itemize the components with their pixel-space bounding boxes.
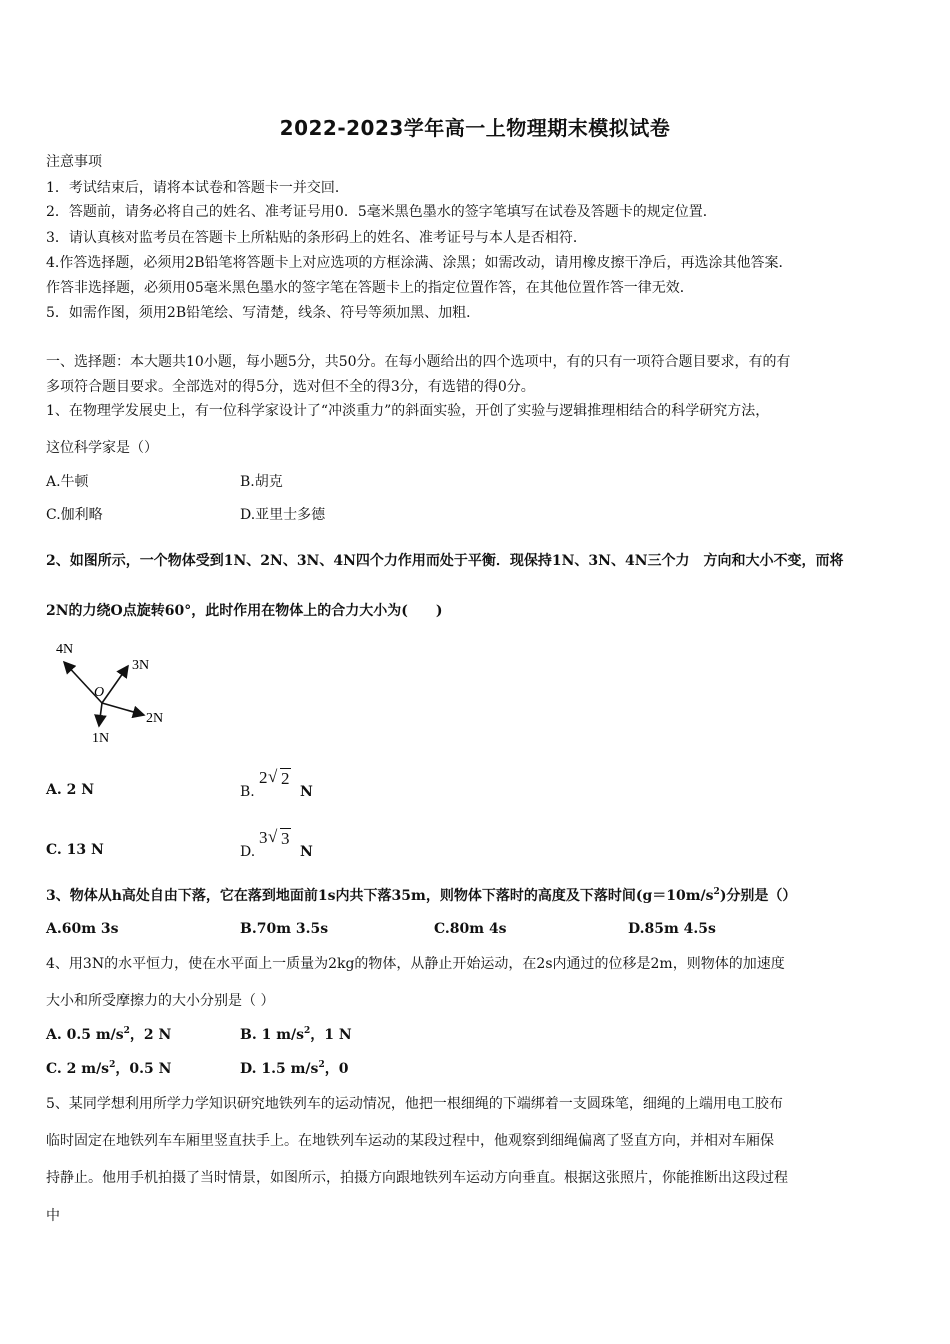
q4-option-b-force: ，1 N — [310, 1027, 352, 1043]
notice-heading: 注意事项 — [46, 154, 102, 170]
superscript: 2 — [109, 1060, 116, 1070]
notice-item: 2．答题前，请务必将自己的姓名、准考证号用0．5毫米黑色墨水的签字笔填写在试卷及答题卡的规定位置． — [46, 204, 717, 220]
superscript: 2 — [318, 1060, 325, 1070]
q4-option-d-force: ，0 — [324, 1061, 349, 1077]
label-origin: O — [94, 685, 105, 700]
q3-option-a: A.60m 3s — [46, 921, 119, 937]
q4-option-a-force: ，2 N — [129, 1027, 172, 1043]
q4-option-c-force: ，0.5 N — [115, 1061, 172, 1077]
question-4-text: 4、用3N的水平恒力，使在水平面上一质量为2kg的物体，从静止开始运动，在2s内通过的位移是2m，则物体的加速度 — [46, 956, 785, 972]
q2-option-b-coefficient: 2 — [259, 768, 268, 787]
q4-option-a-value: A. 0.5 m/s — [46, 1027, 124, 1043]
q4-option-a — [46, 1025, 171, 1047]
question-5-text: 持静止。他用手机拍摄了当时情景，如图所示，拍摄方向跟地铁列车运动方向垂直。根据这张照片，你能推断出这段过程 — [46, 1170, 788, 1186]
q4-option-d-value: D. 1.5 m/s — [240, 1061, 319, 1077]
label-2n: 2N — [146, 711, 164, 726]
question-5-text: 中 — [46, 1208, 60, 1224]
notice-item: 4.作答选择题，必须用2B铅笔将答题卡上对应选项的方框涂满、涂黑；如需改动，请用橡皮擦干净后，再选涂其他答案． — [46, 255, 793, 271]
question-3-text-end: )分别是（） — [719, 888, 797, 904]
superscript: 2 — [304, 1026, 311, 1036]
superscript: 2 — [713, 887, 720, 897]
question-1-text: 这位科学家是（） — [46, 440, 158, 456]
label-1n: 1N — [92, 731, 110, 746]
question-5-text: 5、某同学想利用所学力学知识研究地铁列车的运动情况，他把一根细绳的下端绑着一支圆珠笔，细绳的上端用电工胶布 — [46, 1096, 783, 1112]
label-3n: 3N — [132, 658, 150, 673]
question-5-text: 临时固定在地铁列车车厢里竖直扶手上。在地铁列车运动的某段过程中，他观察到细绳偏离了竖直方向，并相对车厢保 — [46, 1133, 774, 1149]
force-3n-arrow — [102, 666, 128, 703]
question-3-text — [46, 886, 796, 908]
force-1n-arrow — [99, 703, 102, 726]
q1-option-d: D.亚里士多德 — [240, 507, 326, 523]
q2-option-b-unit: N — [300, 784, 313, 800]
q2-option-d-unit: N — [300, 844, 313, 860]
q2-option-d-coefficient: 3 — [259, 828, 268, 847]
q2-option-b-radicand: 2 — [281, 769, 290, 788]
q4-option-b — [240, 1025, 352, 1047]
q4-option-c-value: C. 2 m/s — [46, 1061, 110, 1077]
q4-option-b-value: B. 1 m/s — [240, 1027, 305, 1043]
section-instructions: 一、选择题：本大题共10小题，每小题5分，共50分。在每小题给出的四个选项中，有的只有一项符合题目要求，有的有 — [46, 354, 791, 370]
q2-option-d-letter: D. — [240, 844, 256, 860]
question-3-text-main: 3、物体从h高处自由下落，它在落到地面前1s内共下落35m，则物体下落时的高度及下落时间(g＝10m/s — [46, 888, 714, 904]
label-4n: 4N — [56, 642, 74, 657]
notice-item: 5．如需作图，须用2B铅笔绘、写清楚，线条、符号等须加黑、加粗． — [46, 305, 481, 321]
notice-item: 3．请认真核对监考员在答题卡上所粘贴的条形码上的姓名、准考证号与本人是否相符． — [46, 230, 587, 246]
exam-title: 2022-2023学年高一上物理期末模拟试卷 — [279, 116, 671, 140]
question-4-text: 大小和所受摩擦力的大小分别是（ ） — [46, 993, 275, 1009]
force-2n-arrow — [102, 703, 144, 715]
question-2-text: 2、如图所示，一个物体受到1N、2N、3N、4N四个力作用而处于平衡．现保持1N、3N、4N三个力 方向和大小不变，而将 — [46, 553, 844, 569]
sqrt-symbol-icon: √ — [268, 767, 278, 786]
force-diagram — [50, 636, 180, 748]
q3-option-b: B.70m 3.5s — [240, 921, 329, 937]
notice-item: 1．考试结束后，请将本试卷和答题卡一并交回． — [46, 180, 349, 196]
q1-option-c: C.伽利略 — [46, 507, 103, 523]
superscript: 2 — [123, 1026, 130, 1036]
q2-option-a: A. 2 N — [46, 782, 95, 798]
q3-option-d: D.85m 4.5s — [628, 921, 716, 937]
sqrt-symbol-icon: √ — [268, 827, 278, 846]
q1-option-b: B.胡克 — [240, 474, 283, 490]
question-1-text: 1、在物理学发展史上，有一位科学家设计了“冲淡重力”的斜面实验，开创了实验与逻辑推理相结合的科学研究方法， — [46, 403, 770, 419]
question-2-text: 2N的力绕O点旋转60°，此时作用在物体上的合力大小为( ) — [46, 603, 443, 619]
q2-option-d-radicand: 3 — [281, 829, 290, 848]
q1-option-a: A.牛顿 — [46, 474, 89, 490]
notice-item: 作答非选择题，必须用05毫米黑色墨水的签字笔在答题卡上的指定位置作答，在其他位置作答一律无效． — [46, 280, 694, 296]
q4-option-c — [46, 1059, 171, 1081]
q2-option-b-letter: B. — [240, 784, 255, 800]
section-instructions: 多项符合题目要求。全部选对的得5分，选对但不全的得3分，有选错的得0分。 — [46, 379, 535, 395]
q3-option-c: C.80m 4s — [434, 921, 507, 937]
q4-option-d — [240, 1059, 348, 1081]
q2-option-c: C. 13 N — [46, 842, 104, 858]
